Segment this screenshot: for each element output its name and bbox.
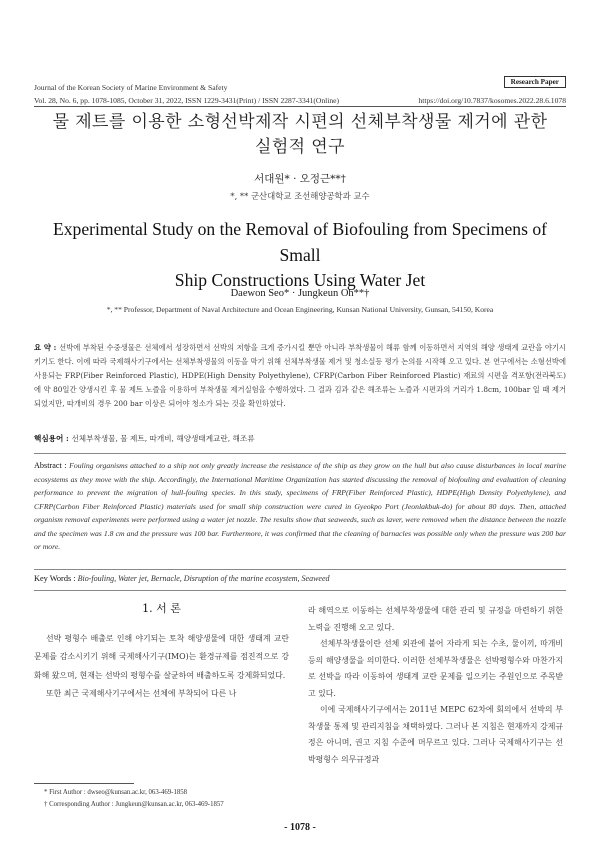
english-keywords	[34, 574, 566, 583]
english-authors: Daewon Seo* · Jungkeun Oh**†	[230, 288, 370, 299]
header-rule	[34, 106, 566, 107]
paragraph: 선체부착생물이란 선체 외관에 붙어 자라게 되는 수초, 물이끼, 따개비등의 해양생물을 의미한다. 이러한 선체부착생물은 선박평형수와 마찬가지로 선박을 따라 이동하여 생태계 교란 문제를 일으키는 주원인으로 주목받고 있다.	[308, 639, 563, 698]
section-heading: 1. 서 론	[142, 602, 181, 615]
journal-title: Journal of the Korean Society of Marine Environment & Safety	[34, 83, 228, 92]
body-column-left	[34, 600, 289, 703]
english-keywords-text: Bio-fouling, Water jet, Bernacle, Disruption of the marine ecosystem, Seaweed	[77, 574, 330, 583]
body-column-right	[308, 603, 563, 768]
korean-affiliation: *, ** 군산대학교 조선해양공학과 교수	[230, 191, 370, 201]
korean-abstract-text: 선박에 부착된 수중생물은 선체에서 성장하면서 선박의 저항을 크게 증가시킬 뿐만 아니라 부착생물이 해류 함께 이동하면서 지역의 해양 생태계 교란을 야기시키기도 한다. 이에 따라 국제해사기구에서는 선체부착생물의 이동을 막기 위해 선체부착생물 제거 및 청소실등 평가 논의를 시작해 오고 있다. 본 연구에서는 소형선박에 사용되는 FRP(Fiber Reinforced Plastic), HDPE(High Density Polyethylene), CFRP(Carbon Fiber Reinforced Plastic) 재료의 시편을 격포항(전라북도)에 약 80일간 양생시킨 후 물 제트 노즐을 이용하여 부착생물 제거실험을 수행하였다. 그 결과 김과 같은 해조류는 노즐과 시편과의 거리가 1.8cm, 100bar 일 때 제거되었지만, 따개비의 경우 200 bar 이상은 되어야 청소가 되는 것을 확인하였다.	[34, 343, 566, 408]
footnote-first-author: * First Author : dwseo@kunsan.ac.kr, 063-469-1858	[44, 789, 188, 796]
divider	[34, 590, 566, 591]
korean-title-line2: 실험적 연구	[255, 137, 345, 157]
english-abstract	[34, 459, 566, 554]
korean-abstract-label: 요 약 :	[34, 343, 60, 352]
page-number: - 1078 -	[284, 822, 316, 833]
footnote-rule	[34, 783, 134, 784]
korean-keywords-label: 핵심용어 :	[34, 434, 72, 443]
paragraph: 라 해역으로 이동하는 선체부착생물에 대한 관리 및 규정을 마련하기 위한 노력을 진행해 오고 있다.	[308, 606, 563, 632]
paragraph: 선박 평형수 배출로 인해 야기되는 토착 해양생물에 대한 생태계 교란 문제를 감소시키기 위해 국제해사기구(IMO)는 환경규제를 점진적으로 강화해 왔으며, 현재는 선박의 평형수를 살균하여 배출하도록 강제화되었다.	[34, 634, 289, 680]
korean-keywords	[34, 433, 566, 444]
doi-link[interactable]: https://doi.org/10.7837/kosomes.2022.28.6.1078	[418, 96, 566, 105]
footnote-corresponding-author: † Corresponding Author : Jungkeun@kunsan.ac.kr, 063-469-1857	[44, 801, 224, 808]
volume-info: Vol. 28, No. 6, pp. 1078-1085, October 31, 2022, ISSN 1229-3431(Print) / ISSN 2287-3341(Online)	[34, 96, 340, 105]
paragraph: 또한 최근 국제해사기구에서는 선체에 부착되어 다른 나	[46, 688, 237, 698]
research-paper-badge: Research Paper	[504, 76, 566, 88]
divider	[34, 569, 566, 570]
korean-abstract	[34, 341, 566, 411]
english-abstract-label: Abstract :	[34, 461, 70, 470]
english-title-line1: Experimental Study on the Removal of Biofouling from Specimens of Small	[52, 219, 547, 265]
korean-title	[40, 110, 560, 160]
divider	[34, 453, 566, 454]
korean-title-line1: 물 제트를 이용한 소형선박제작 시편의 선체부착생물 제거에 관한	[52, 112, 548, 132]
english-affiliation: *, ** Professor, Department of Naval Architecture and Ocean Engineering, Kunsan National University, Gunsan, 54150, Korea	[106, 305, 494, 314]
korean-keywords-text: 선체부착생물, 물 제트, 따개비, 해양생태계교란, 해조류	[71, 434, 255, 443]
english-title	[40, 217, 560, 294]
paragraph: 이에 국제해사기구에서는 2011년 MEPC 62차에 회의에서 선박의 부착생물 통제 및 관리지침을 채택하였다. 그러나 본 지침은 현재까지 강제규정은 아니며, 권고 지침 수준에 머무르고 있다. 그러나 국제해사기구는 선박평형수 의무규정과	[308, 705, 563, 764]
korean-authors: 서대원* · 오정근**†	[254, 173, 346, 185]
english-title-line2: Ship Constructions Using Water Jet	[174, 270, 426, 290]
english-keywords-label: Key Words :	[34, 574, 78, 583]
english-abstract-text: Fouling organisms attached to a ship not only greatly increase the resistance of the ship as they grow on the hull but also cause disturbances in local marine ecosystems as they move with the ship. Accordingly, the International Maritime Organization has started discussing the removal of biofouling and evaluation of cleaning performance to prevent the migration of hull-fouling species. In this study, specimens of FRP(Fiber Reinforced Plastic), HDPE(High Density Polyethylene), and CFRP(Carbon Fiber Reinforced Plastic) materials used for small ship construction were cured in Gyeokpo Port (Jeonlakbuk-do) for about 80 days. Then, attached organism removal experiments were performed using a water jet nozzle. The results show that seaweeds, such as laver, were removed when the distance between the nozzle and the specimen was 1.8 cm and the pressure was 100 bar. Furthermore, it was confirmed that the cleaning of barnacles was possible only when the pressure was 200 bar or more.	[34, 461, 567, 551]
